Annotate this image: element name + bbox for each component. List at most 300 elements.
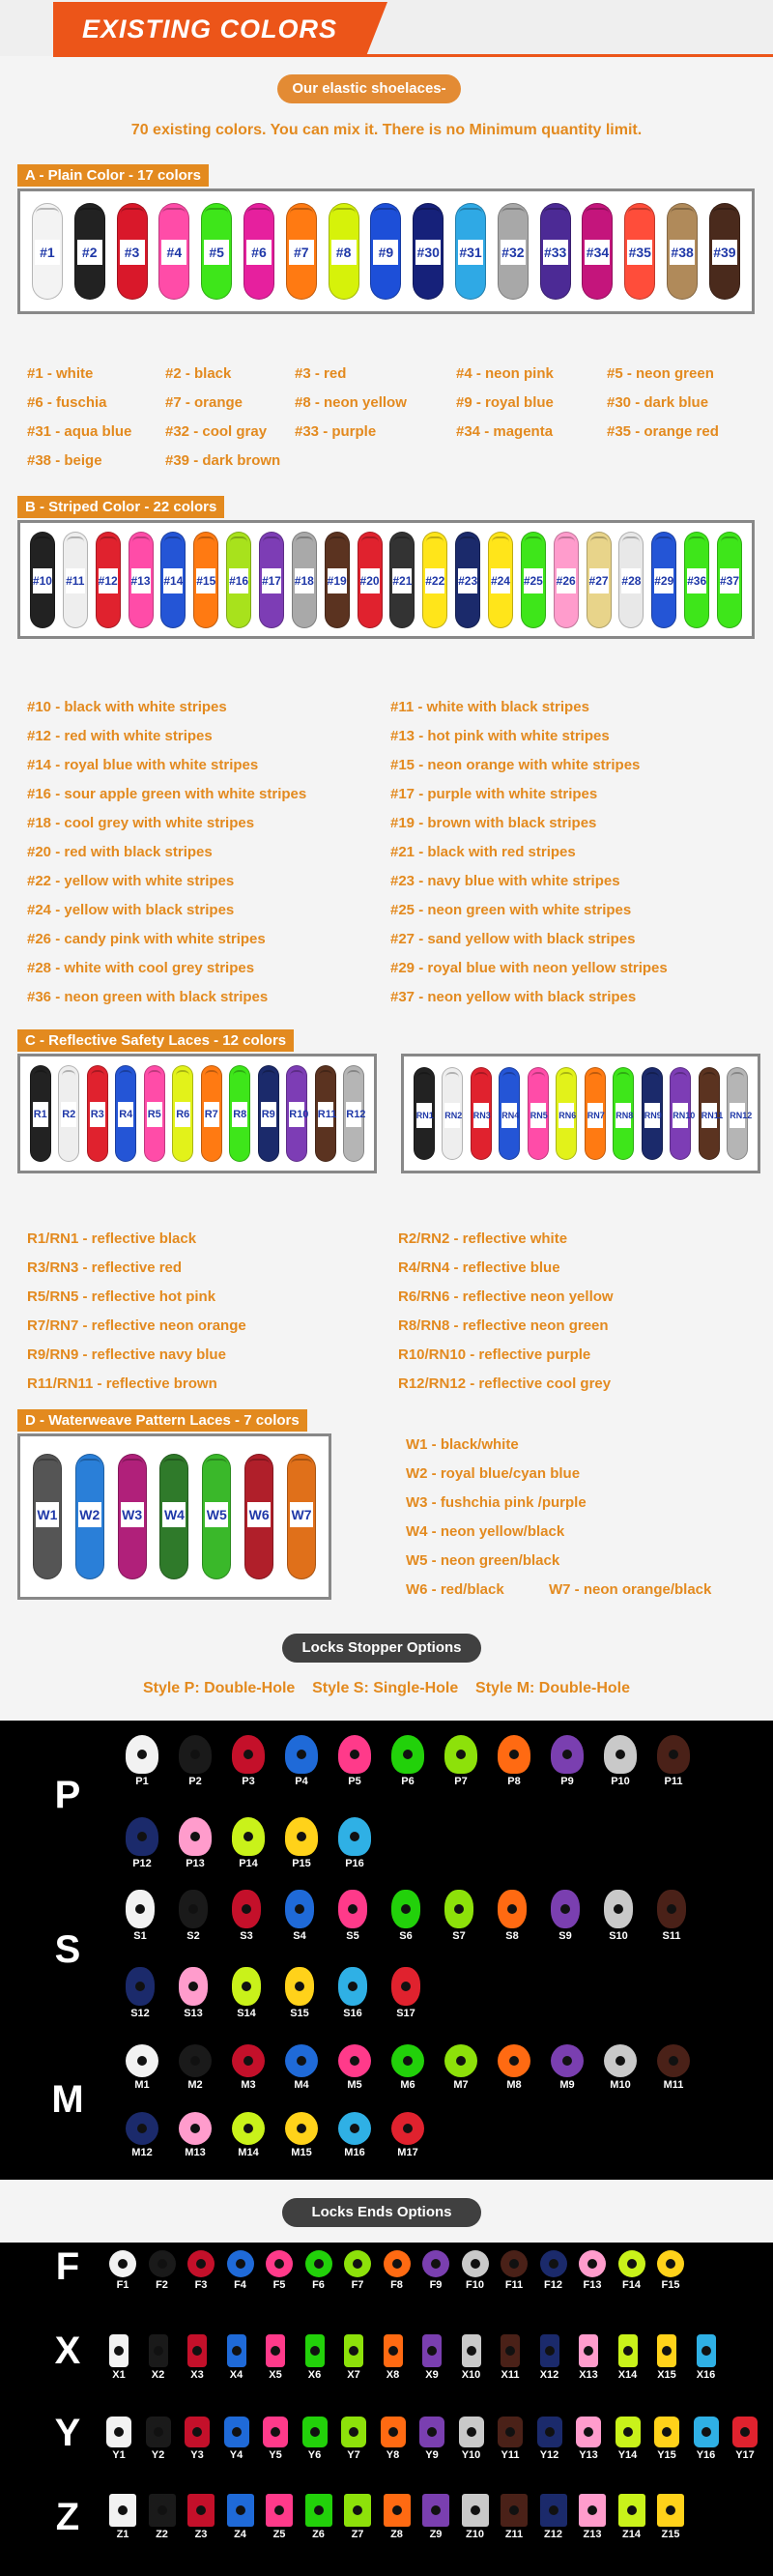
piece-hole — [509, 2259, 519, 2269]
lock-piece — [579, 2250, 606, 2277]
piece-hole — [192, 2427, 202, 2437]
lace-spool — [651, 532, 676, 628]
piece-code-label: Y8 — [386, 2449, 400, 2461]
lace-spool — [243, 203, 274, 300]
piece-code-label: X3 — [190, 2369, 204, 2381]
piece-hole — [662, 2346, 672, 2356]
piece-hole — [349, 2346, 358, 2356]
piece-code-label: P16 — [345, 1858, 364, 1869]
lock-piece — [338, 1967, 367, 2006]
spool-code-label: RN8 — [616, 1103, 631, 1128]
piece-hole — [196, 2259, 206, 2269]
style-group-letter: F — [55, 2245, 80, 2288]
piece-code-label: F7 — [351, 2279, 364, 2291]
waterweave-color-list — [406, 1431, 763, 1605]
lace-spool — [618, 532, 644, 628]
piece-code-label: P2 — [188, 1776, 202, 1787]
piece-hole — [560, 1904, 570, 1914]
spool-code-label: #4 — [161, 240, 186, 265]
piece-code-label: F10 — [466, 2279, 484, 2291]
piece-hole — [623, 2427, 633, 2437]
style-group-letter: P — [54, 1774, 81, 1816]
spool-code-label: RN7 — [587, 1103, 603, 1128]
lock-piece — [501, 2250, 528, 2277]
piece-code-label: Y5 — [269, 2449, 282, 2461]
lace-spool — [587, 532, 612, 628]
spool-code-label: R4 — [118, 1102, 133, 1127]
piece-hole — [243, 2056, 253, 2066]
lace-spool — [201, 203, 232, 300]
color-list-item: #33 - purple — [295, 423, 377, 440]
piece-hole — [274, 2259, 284, 2269]
spool-code-label: #19 — [328, 568, 347, 593]
piece-code-label: S1 — [133, 1930, 147, 1942]
piece-code-label: P1 — [135, 1776, 149, 1787]
piece-hole — [157, 2259, 167, 2269]
color-list-item: #15 - neon orange with white stripes — [390, 757, 641, 773]
piece-code-label: Z3 — [194, 2529, 208, 2540]
lace-spool — [699, 1067, 724, 1160]
piece-code-label: P5 — [348, 1776, 361, 1787]
spool-code-label: #22 — [425, 568, 444, 593]
spool-code-label: W6 — [247, 1502, 271, 1527]
lock-piece — [285, 1735, 318, 1774]
spool-code-label: RN6 — [558, 1103, 574, 1128]
piece-hole — [401, 1904, 411, 1914]
color-list-item: R7/RN7 - reflective neon orange — [27, 1317, 246, 1334]
lace-spool — [118, 1454, 147, 1579]
lock-piece — [657, 2250, 684, 2277]
lace-spool — [160, 532, 186, 628]
piece-code-label: F3 — [194, 2279, 208, 2291]
piece-code-label: P6 — [401, 1776, 415, 1787]
lace-spool — [455, 203, 486, 300]
piece-hole — [562, 1750, 572, 1759]
reflective-rn-panel — [401, 1054, 760, 1173]
piece-hole — [295, 1982, 304, 1991]
plain-spool-row — [20, 191, 752, 311]
piece-hole — [135, 1904, 145, 1914]
lace-spool — [370, 203, 401, 300]
lock-piece — [305, 2494, 332, 2527]
piece-hole — [388, 2427, 398, 2437]
spool-code-label: R5 — [147, 1102, 162, 1127]
piece-hole — [242, 1982, 251, 1991]
lock-piece — [579, 2334, 598, 2367]
piece-hole — [545, 2427, 555, 2437]
piece-code-label: F5 — [272, 2279, 286, 2291]
piece-hole — [403, 1750, 413, 1759]
piece-hole — [392, 2259, 402, 2269]
color-list-item: W6 - red/black — [406, 1581, 504, 1598]
lock-piece — [657, 2044, 690, 2077]
lock-piece — [187, 2250, 215, 2277]
lock-piece — [179, 2044, 212, 2077]
lace-spool — [582, 203, 613, 300]
piece-code-label: M5 — [347, 2079, 362, 2091]
piece-hole — [236, 2259, 245, 2269]
piece-hole — [427, 2427, 437, 2437]
piece-code-label: X12 — [539, 2369, 559, 2381]
spool-code-label: RN11 — [701, 1103, 717, 1128]
piece-hole — [350, 1750, 359, 1759]
lace-spool — [498, 203, 529, 300]
piece-code-label: P4 — [295, 1776, 308, 1787]
spool-code-label: #16 — [229, 568, 248, 593]
color-list-item: W5 - neon green/black — [406, 1552, 560, 1569]
color-list-item: #4 - neon pink — [456, 365, 554, 382]
lace-spool — [422, 532, 447, 628]
color-list-item: #8 - neon yellow — [295, 394, 407, 411]
lock-piece — [227, 2494, 254, 2527]
lock-piece — [384, 2250, 411, 2277]
spool-code-label: #5 — [204, 240, 229, 265]
piece-code-label: X14 — [617, 2369, 638, 2381]
spool-code-label: #35 — [627, 240, 652, 265]
lock-piece — [579, 2494, 606, 2527]
piece-code-label: Y13 — [579, 2449, 598, 2461]
piece-hole — [669, 1750, 678, 1759]
piece-code-label: X2 — [151, 2369, 165, 2381]
lock-piece — [444, 2044, 477, 2077]
color-list-item: R4/RN4 - reflective blue — [398, 1259, 560, 1276]
lace-spool — [129, 532, 154, 628]
piece-hole — [350, 1832, 359, 1841]
piece-hole — [392, 2505, 402, 2515]
piece-hole — [297, 2056, 306, 2066]
lace-spool — [358, 532, 383, 628]
piece-hole — [190, 1750, 200, 1759]
lock-piece — [498, 2417, 523, 2447]
lock-piece — [338, 2044, 371, 2077]
piece-hole — [349, 2427, 358, 2437]
lock-piece — [498, 1735, 530, 1774]
lace-spool — [329, 203, 359, 300]
piece-code-label: P10 — [611, 1776, 630, 1787]
lace-spool — [286, 1065, 307, 1162]
lock-piece — [459, 2417, 484, 2447]
piece-hole — [471, 2259, 480, 2269]
piece-hole — [297, 1750, 306, 1759]
lock-piece — [232, 2044, 265, 2077]
color-list-item: W4 - neon yellow/black — [406, 1523, 565, 1540]
color-list-item: #34 - magenta — [456, 423, 554, 440]
lock-piece — [422, 2250, 449, 2277]
lace-spool — [144, 1065, 165, 1162]
lace-spool — [75, 1454, 104, 1579]
waterweave-spool-row — [20, 1436, 329, 1597]
color-list-item: W7 - neon orange/black — [549, 1581, 712, 1598]
piece-hole — [353, 2505, 362, 2515]
lock-piece — [391, 1735, 424, 1774]
piece-hole — [471, 2505, 480, 2515]
color-list-item: #31 - aqua blue — [27, 423, 132, 440]
spool-code-label: W5 — [205, 1502, 228, 1527]
spool-code-label: #8 — [331, 240, 357, 265]
piece-hole — [271, 2427, 280, 2437]
color-list-item: #27 - sand yellow with black stripes — [390, 931, 636, 947]
stopper-style-s: Style S: Single-Hole — [312, 1680, 459, 1696]
piece-hole — [616, 1750, 625, 1759]
lock-piece — [338, 1735, 371, 1774]
lock-piece — [179, 1817, 212, 1856]
spool-code-label: #27 — [589, 568, 609, 593]
lock-piece — [391, 1890, 420, 1928]
piece-code-label: X10 — [461, 2369, 481, 2381]
lock-piece — [126, 2044, 158, 2077]
piece-code-label: X4 — [229, 2369, 243, 2381]
piece-hole — [740, 2427, 750, 2437]
spool-code-label: R3 — [90, 1102, 105, 1127]
piece-code-label: Y11 — [501, 2449, 520, 2461]
piece-code-label: Y12 — [539, 2449, 559, 2461]
lock-piece — [384, 2334, 403, 2367]
lace-spool — [727, 1067, 753, 1160]
piece-hole — [118, 2505, 128, 2515]
color-list-item: #39 - dark brown — [165, 452, 281, 469]
lace-spool — [115, 1065, 136, 1162]
piece-hole — [427, 2346, 437, 2356]
lace-spool — [226, 532, 251, 628]
spool-code-label: #20 — [360, 568, 380, 593]
lock-piece — [391, 1967, 420, 2006]
lock-piece — [444, 1735, 477, 1774]
spool-code-label: RN4 — [501, 1103, 517, 1128]
spool-code-label: R8 — [232, 1102, 247, 1127]
piece-code-label: P7 — [454, 1776, 468, 1787]
piece-hole — [401, 1982, 411, 1991]
piece-code-label: X15 — [657, 2369, 676, 2381]
lace-spool — [684, 532, 709, 628]
piece-hole — [509, 1750, 519, 1759]
piece-code-label: M7 — [453, 2079, 469, 2091]
piece-code-label: M9 — [559, 2079, 575, 2091]
piece-code-label: P3 — [242, 1776, 255, 1787]
spool-code-label: R6 — [175, 1102, 190, 1127]
lock-piece — [302, 2417, 328, 2447]
piece-hole — [243, 1832, 253, 1841]
striped-spool-row — [20, 523, 752, 636]
piece-code-label: Z6 — [312, 2529, 325, 2540]
piece-code-label: Y7 — [347, 2449, 360, 2461]
spool-code-label: #10 — [33, 568, 52, 593]
piece-hole — [403, 2056, 413, 2066]
piece-code-label: M1 — [134, 2079, 150, 2091]
piece-code-label: Y6 — [307, 2449, 322, 2461]
piece-code-label: F12 — [544, 2279, 562, 2291]
color-list-item: #32 - cool gray — [165, 423, 268, 440]
piece-code-label: M16 — [344, 2147, 365, 2158]
piece-code-label: M3 — [241, 2079, 256, 2091]
spool-code-label: #30 — [415, 240, 441, 265]
lock-piece — [266, 2494, 293, 2527]
spool-code-label: #34 — [585, 240, 610, 265]
piece-hole — [137, 2056, 147, 2066]
color-list-item: #35 - orange red — [607, 423, 719, 440]
lock-piece — [618, 2494, 645, 2527]
lace-spool — [413, 203, 444, 300]
piece-hole — [614, 1904, 623, 1914]
piece-code-label: Y4 — [229, 2449, 243, 2461]
piece-hole — [190, 2124, 200, 2133]
piece-code-label: P9 — [560, 1776, 574, 1787]
style-group-letter: Y — [54, 2412, 81, 2454]
color-list-item: R9/RN9 - reflective navy blue — [27, 1346, 226, 1363]
spool-code-label: #26 — [557, 568, 576, 593]
piece-code-label: Y9 — [425, 2449, 439, 2461]
piece-hole — [616, 2056, 625, 2066]
piece-hole — [350, 2124, 359, 2133]
lock-piece — [657, 1890, 686, 1928]
spool-code-label: #24 — [491, 568, 510, 593]
lace-spool — [709, 203, 740, 300]
piece-code-label: M6 — [400, 2079, 415, 2091]
piece-code-label: M13 — [185, 2147, 206, 2158]
lock-piece — [462, 2494, 489, 2527]
piece-hole — [190, 1832, 200, 1841]
waterweave-swatch-panel — [17, 1433, 331, 1600]
color-list-item: #2 - black — [165, 365, 232, 382]
piece-hole — [627, 2259, 637, 2269]
lock-piece — [227, 2334, 246, 2367]
lock-piece — [224, 2417, 249, 2447]
lace-spool — [32, 203, 63, 300]
lock-piece — [391, 2044, 424, 2077]
lock-piece — [540, 2250, 567, 2277]
style-group-letter: S — [54, 1928, 81, 1971]
piece-hole — [243, 1750, 253, 1759]
lock-piece — [232, 1817, 265, 1856]
piece-code-label: P15 — [292, 1858, 311, 1869]
stopper-style-legend — [0, 1680, 773, 1697]
piece-hole — [627, 2505, 637, 2515]
piece-code-label: P11 — [664, 1776, 683, 1787]
piece-code-label: Y15 — [657, 2449, 676, 2461]
stopper-style-m: Style M: Double-Hole — [475, 1680, 631, 1696]
piece-hole — [623, 2346, 633, 2356]
piece-hole — [295, 1904, 304, 1914]
ends-options-pill: Locks Ends Options — [282, 2198, 481, 2227]
piece-hole — [353, 2259, 362, 2269]
lock-piece — [263, 2417, 288, 2447]
lock-piece — [540, 2334, 559, 2367]
lock-piece — [604, 1735, 637, 1774]
lace-spool — [343, 1065, 364, 1162]
waterweave-section-label: D - Waterweave Pattern Laces - 7 colors — [17, 1409, 307, 1432]
color-list-item: #6 - fuschia — [27, 394, 107, 411]
lock-piece — [391, 2112, 424, 2145]
lock-piece — [227, 2250, 254, 2277]
piece-code-label: Y2 — [151, 2449, 165, 2461]
striped-swatch-panel — [17, 520, 755, 639]
piece-code-label: S5 — [346, 1930, 359, 1942]
spool-code-label: #7 — [289, 240, 314, 265]
lock-piece — [618, 2334, 638, 2367]
lace-spool — [117, 203, 148, 300]
color-list-item: #36 - neon green with black stripes — [27, 989, 269, 1005]
piece-code-label: Z2 — [156, 2529, 168, 2540]
piece-hole — [431, 2505, 441, 2515]
piece-code-label: M11 — [663, 2079, 684, 2091]
piece-hole — [549, 2505, 558, 2515]
lock-piece — [187, 2334, 207, 2367]
reflective-r-panel — [17, 1054, 377, 1173]
lace-spool — [414, 1067, 435, 1160]
lock-piece — [422, 2494, 449, 2527]
color-list-item: #18 - cool grey with white stripes — [27, 815, 255, 831]
piece-code-label: P8 — [507, 1776, 521, 1787]
lock-piece — [462, 2334, 481, 2367]
piece-code-label: S7 — [452, 1930, 466, 1942]
lace-spool — [63, 532, 88, 628]
lace-spool — [455, 532, 480, 628]
lock-piece — [444, 1890, 473, 1928]
color-list-item: #30 - dark blue — [607, 394, 709, 411]
piece-code-label: Z12 — [544, 2529, 562, 2540]
spool-code-label: #38 — [670, 240, 695, 265]
spool-code-label: W7 — [290, 1502, 313, 1527]
piece-code-label: S15 — [290, 2008, 309, 2019]
piece-code-label: Y16 — [696, 2449, 716, 2461]
color-list-item: #29 - royal blue with neon yellow stripes — [390, 960, 668, 976]
piece-code-label: X11 — [501, 2369, 520, 2381]
piece-hole — [188, 1982, 198, 1991]
lace-spool — [58, 1065, 79, 1162]
lock-piece — [179, 1735, 212, 1774]
piece-hole — [505, 2346, 515, 2356]
lace-spool — [528, 1067, 549, 1160]
piece-hole — [456, 2056, 466, 2066]
spool-code-label: RN9 — [644, 1103, 660, 1128]
piece-hole — [310, 2346, 320, 2356]
stopper-style-p: Style P: Double-Hole — [142, 1680, 296, 1696]
striped-color-list — [27, 693, 761, 1012]
lock-piece — [654, 2417, 679, 2447]
color-list-item: #20 - red with black stripes — [27, 844, 213, 860]
piece-hole — [236, 2505, 245, 2515]
piece-hole — [196, 2505, 206, 2515]
lace-spool — [292, 532, 317, 628]
piece-hole — [701, 2427, 711, 2437]
piece-hole — [669, 2056, 678, 2066]
piece-code-label: X8 — [386, 2369, 400, 2381]
color-list-item: #16 - sour apple green with white stripes — [27, 786, 307, 802]
piece-code-label: S3 — [240, 1930, 253, 1942]
spool-code-label: #21 — [392, 568, 412, 593]
spool-code-label: #29 — [654, 568, 673, 593]
spool-code-label: W3 — [121, 1502, 144, 1527]
color-list-item: #38 - beige — [27, 452, 102, 469]
spool-code-label: #37 — [720, 568, 739, 593]
spool-code-label: #28 — [621, 568, 641, 593]
piece-code-label: P13 — [186, 1858, 205, 1869]
lock-piece — [657, 2494, 684, 2527]
lock-piece — [126, 1735, 158, 1774]
color-list-item: #1 - white — [27, 365, 94, 382]
color-list-item: #7 - orange — [165, 394, 243, 411]
lock-piece — [285, 1967, 314, 2006]
spool-code-label: #1 — [35, 240, 60, 265]
lock-piece — [232, 1890, 261, 1928]
color-list-item: R2/RN2 - reflective white — [398, 1230, 568, 1247]
lace-spool — [159, 1454, 188, 1579]
ends-board — [0, 2243, 773, 2576]
piece-code-label: F6 — [312, 2279, 325, 2291]
lock-piece — [338, 1890, 367, 1928]
color-list-item: R8/RN8 - reflective neon green — [398, 1317, 609, 1334]
piece-hole — [562, 2056, 572, 2066]
piece-hole — [137, 1832, 147, 1841]
